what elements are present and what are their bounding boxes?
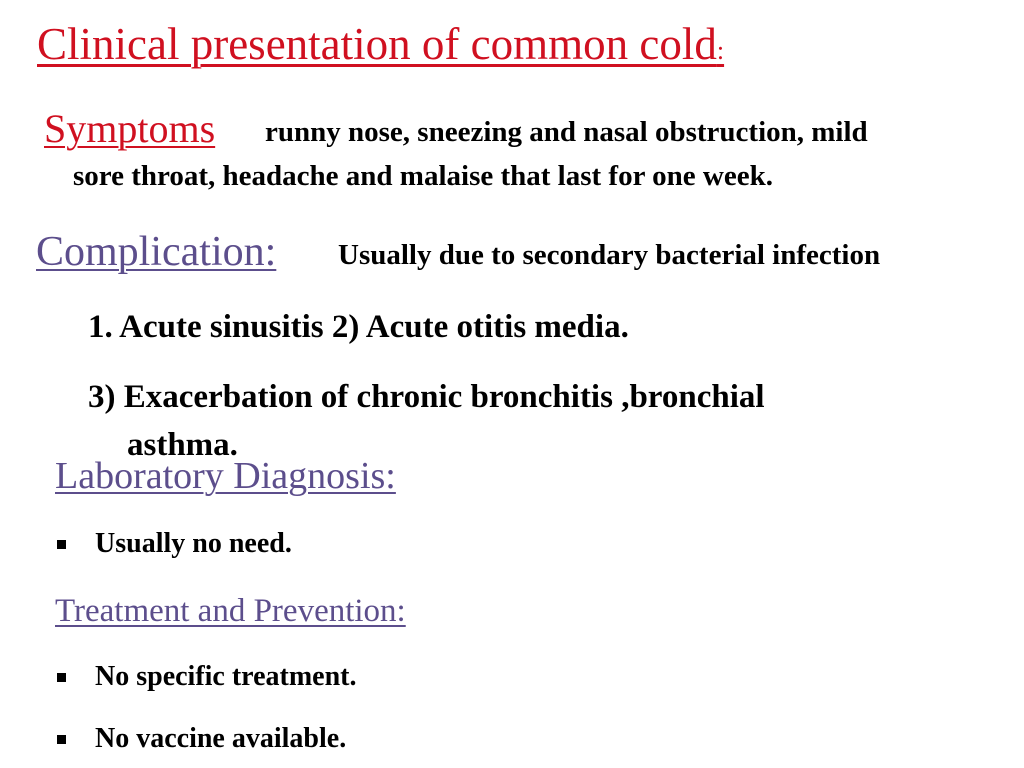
symptoms-label: Symptoms [44,106,216,151]
square-bullet-icon [57,673,66,682]
slide-title-colon: : [716,36,725,65]
complication-list-item-2-line-2: asthma. [127,427,238,463]
treatment-prevention-heading: Treatment and Prevention: [55,593,406,629]
laboratory-diagnosis-heading: Laboratory Diagnosis: [55,455,396,497]
complication-list-item-2-line-1: 3) Exacerbation of chronic bronchitis ,bronchial [88,379,765,415]
treatment-bullet-text: No specific treatment. [95,661,357,692]
square-bullet-icon [57,735,66,744]
symptoms-text-line-2: sore throat, headache and malaise that last for one week. [73,160,773,192]
list-item [55,722,346,756]
treatment-bullet-text: No vaccine available. [95,723,347,754]
list-item [55,527,292,561]
slide-title-text: Clinical presentation of common cold [37,19,717,69]
complication-list-item-1: 1. Acute sinusitis 2) Acute otitis media. [88,309,629,345]
square-bullet-icon [57,540,66,549]
list-item [55,660,357,694]
complication-text: Usually due to secondary bacterial infection [338,239,881,271]
laboratory-bullet-text: Usually no need. [95,528,292,559]
symptoms-text-line-1: runny nose, sneezing and nasal obstruction, mild [265,116,868,148]
slide-title [37,18,724,77]
complication-label: Complication: [36,229,277,275]
